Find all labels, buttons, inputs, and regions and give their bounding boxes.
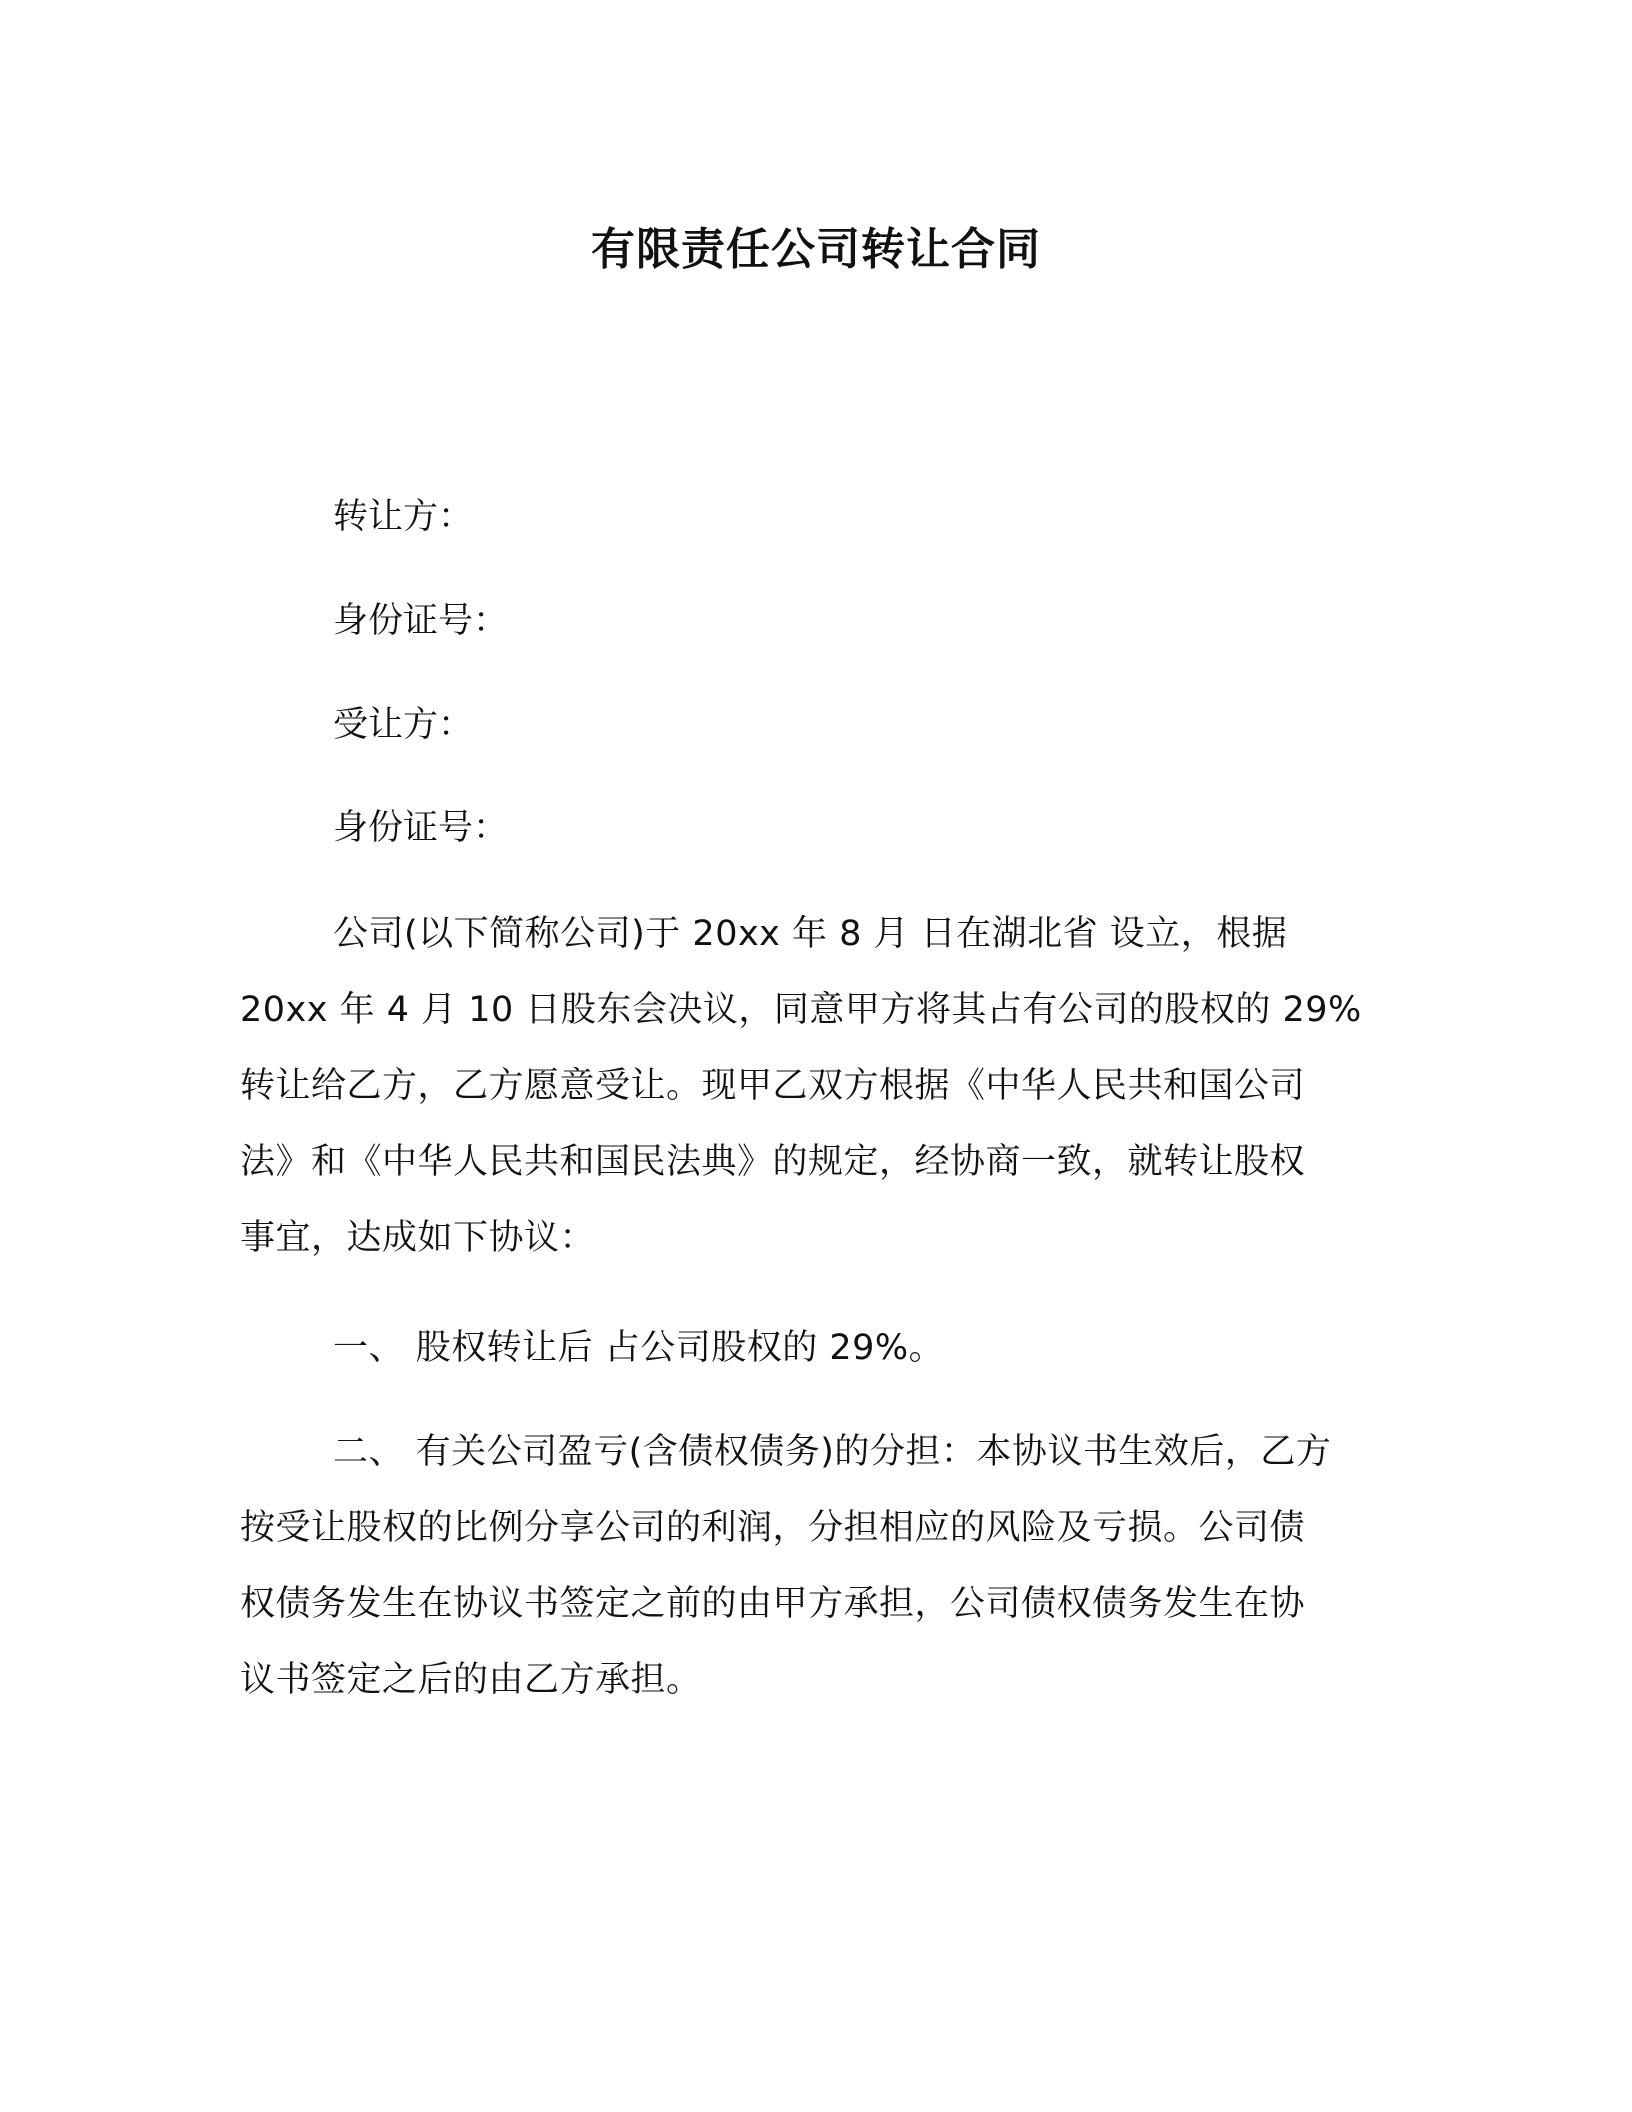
field-transferee-id: 身份证号： bbox=[333, 808, 509, 848]
clause-2-line: 权债务发生在协议书签定之前的由甲方承担，公司债权债务发生在协 bbox=[240, 1584, 1306, 1624]
document-title: 有限责任公司转让合同 bbox=[591, 224, 1041, 275]
clause-2-line: 议书签定之后的由乙方承担。 bbox=[240, 1660, 702, 1700]
field-transferor: 转让方： bbox=[333, 497, 474, 537]
intro-line: 事宜，达成如下协议： bbox=[240, 1218, 596, 1258]
field-transferor-id: 身份证号： bbox=[333, 601, 509, 641]
intro-line: 法》和《中华人民共和国民法典》的规定，经协商一致，就转让股权 bbox=[240, 1142, 1306, 1182]
clause-1-text: 一、 股权转让后 占公司股权的 29%。 bbox=[333, 1328, 945, 1368]
intro-line: 20xx 年 4 月 10 日股东会决议，同意甲方将其占有公司的股权的 29% bbox=[240, 990, 1362, 1030]
clause-1 bbox=[240, 1310, 1370, 1386]
clause-2 bbox=[240, 1414, 1370, 1718]
field-transferee: 受让方： bbox=[333, 705, 474, 745]
clause-2-line: 按受让股权的比例分享公司的利润，分担相应的风险及亏损。公司债 bbox=[240, 1508, 1306, 1548]
clause-2-line: 二、 有关公司盈亏(含债权债务)的分担：本协议书生效后，乙方 bbox=[333, 1432, 1332, 1472]
intro-paragraph bbox=[240, 896, 1370, 1276]
intro-line: 公司(以下简称公司)于 20xx 年 8 月 日在湖北省 设立，根据 bbox=[333, 914, 1288, 954]
intro-line: 转让给乙方，乙方愿意受让。现甲乙双方根据《中华人民共和国公司 bbox=[240, 1066, 1306, 1106]
